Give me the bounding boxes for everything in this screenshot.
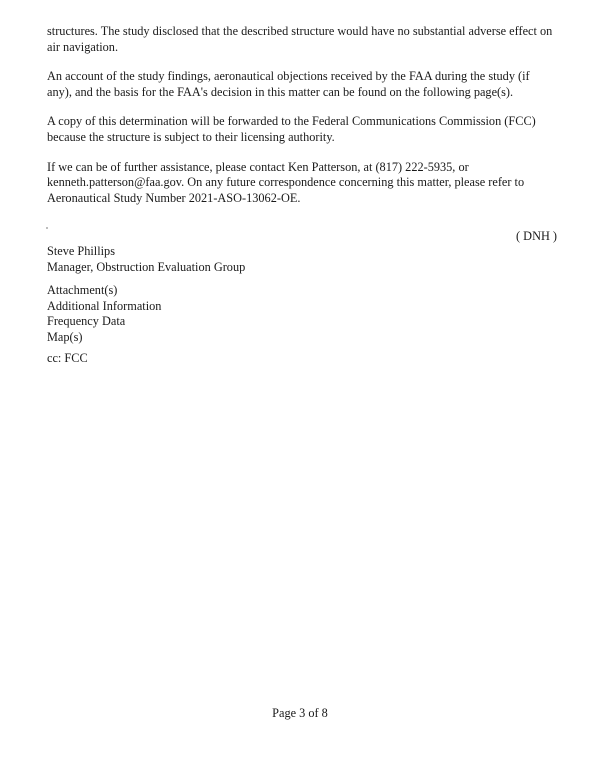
signer-title: Manager, Obstruction Evaluation Group xyxy=(47,259,246,274)
attachment-item: Frequency Data xyxy=(47,314,126,329)
attachment-item: Map(s) xyxy=(47,329,83,344)
page-footer: Page 3 of 8 xyxy=(272,706,328,720)
attachment-item: Attachment(s) xyxy=(47,283,118,297)
attachment-item: Additional Information xyxy=(47,298,162,313)
determination-code: ( DNH ) xyxy=(516,229,557,243)
carbon-copy-line: cc: FCC xyxy=(47,351,88,365)
paragraph-contact: If we can be of further assistance, please contact Ken Patterson, at (817) 222-5935, or kenneth.patterson@faa.gov. On any future correspondence concerning this matter, please refer to Aeronautical Study Number 2021-ASO-13062-OE. xyxy=(47,159,525,205)
attachments-list xyxy=(47,283,467,345)
signature-block xyxy=(47,244,467,275)
paragraph-study-findings: An account of the study findings, aeronautical objections received by the FAA during the study (if any), and the basis for the FAA's decision in this matter can be found on the following page(s). xyxy=(47,69,530,99)
paragraph-fcc-copy: A copy of this determination will be forwarded to the Federal Communications Commission (FCC) because the structure is subject to their licensing authority. xyxy=(47,114,536,144)
document-body xyxy=(47,24,557,206)
paragraph-structures: structures. The study disclosed that the described structure would have no substantial adverse effect on air navigation. xyxy=(47,24,553,54)
signer-name: Steve Phillips xyxy=(47,244,115,258)
